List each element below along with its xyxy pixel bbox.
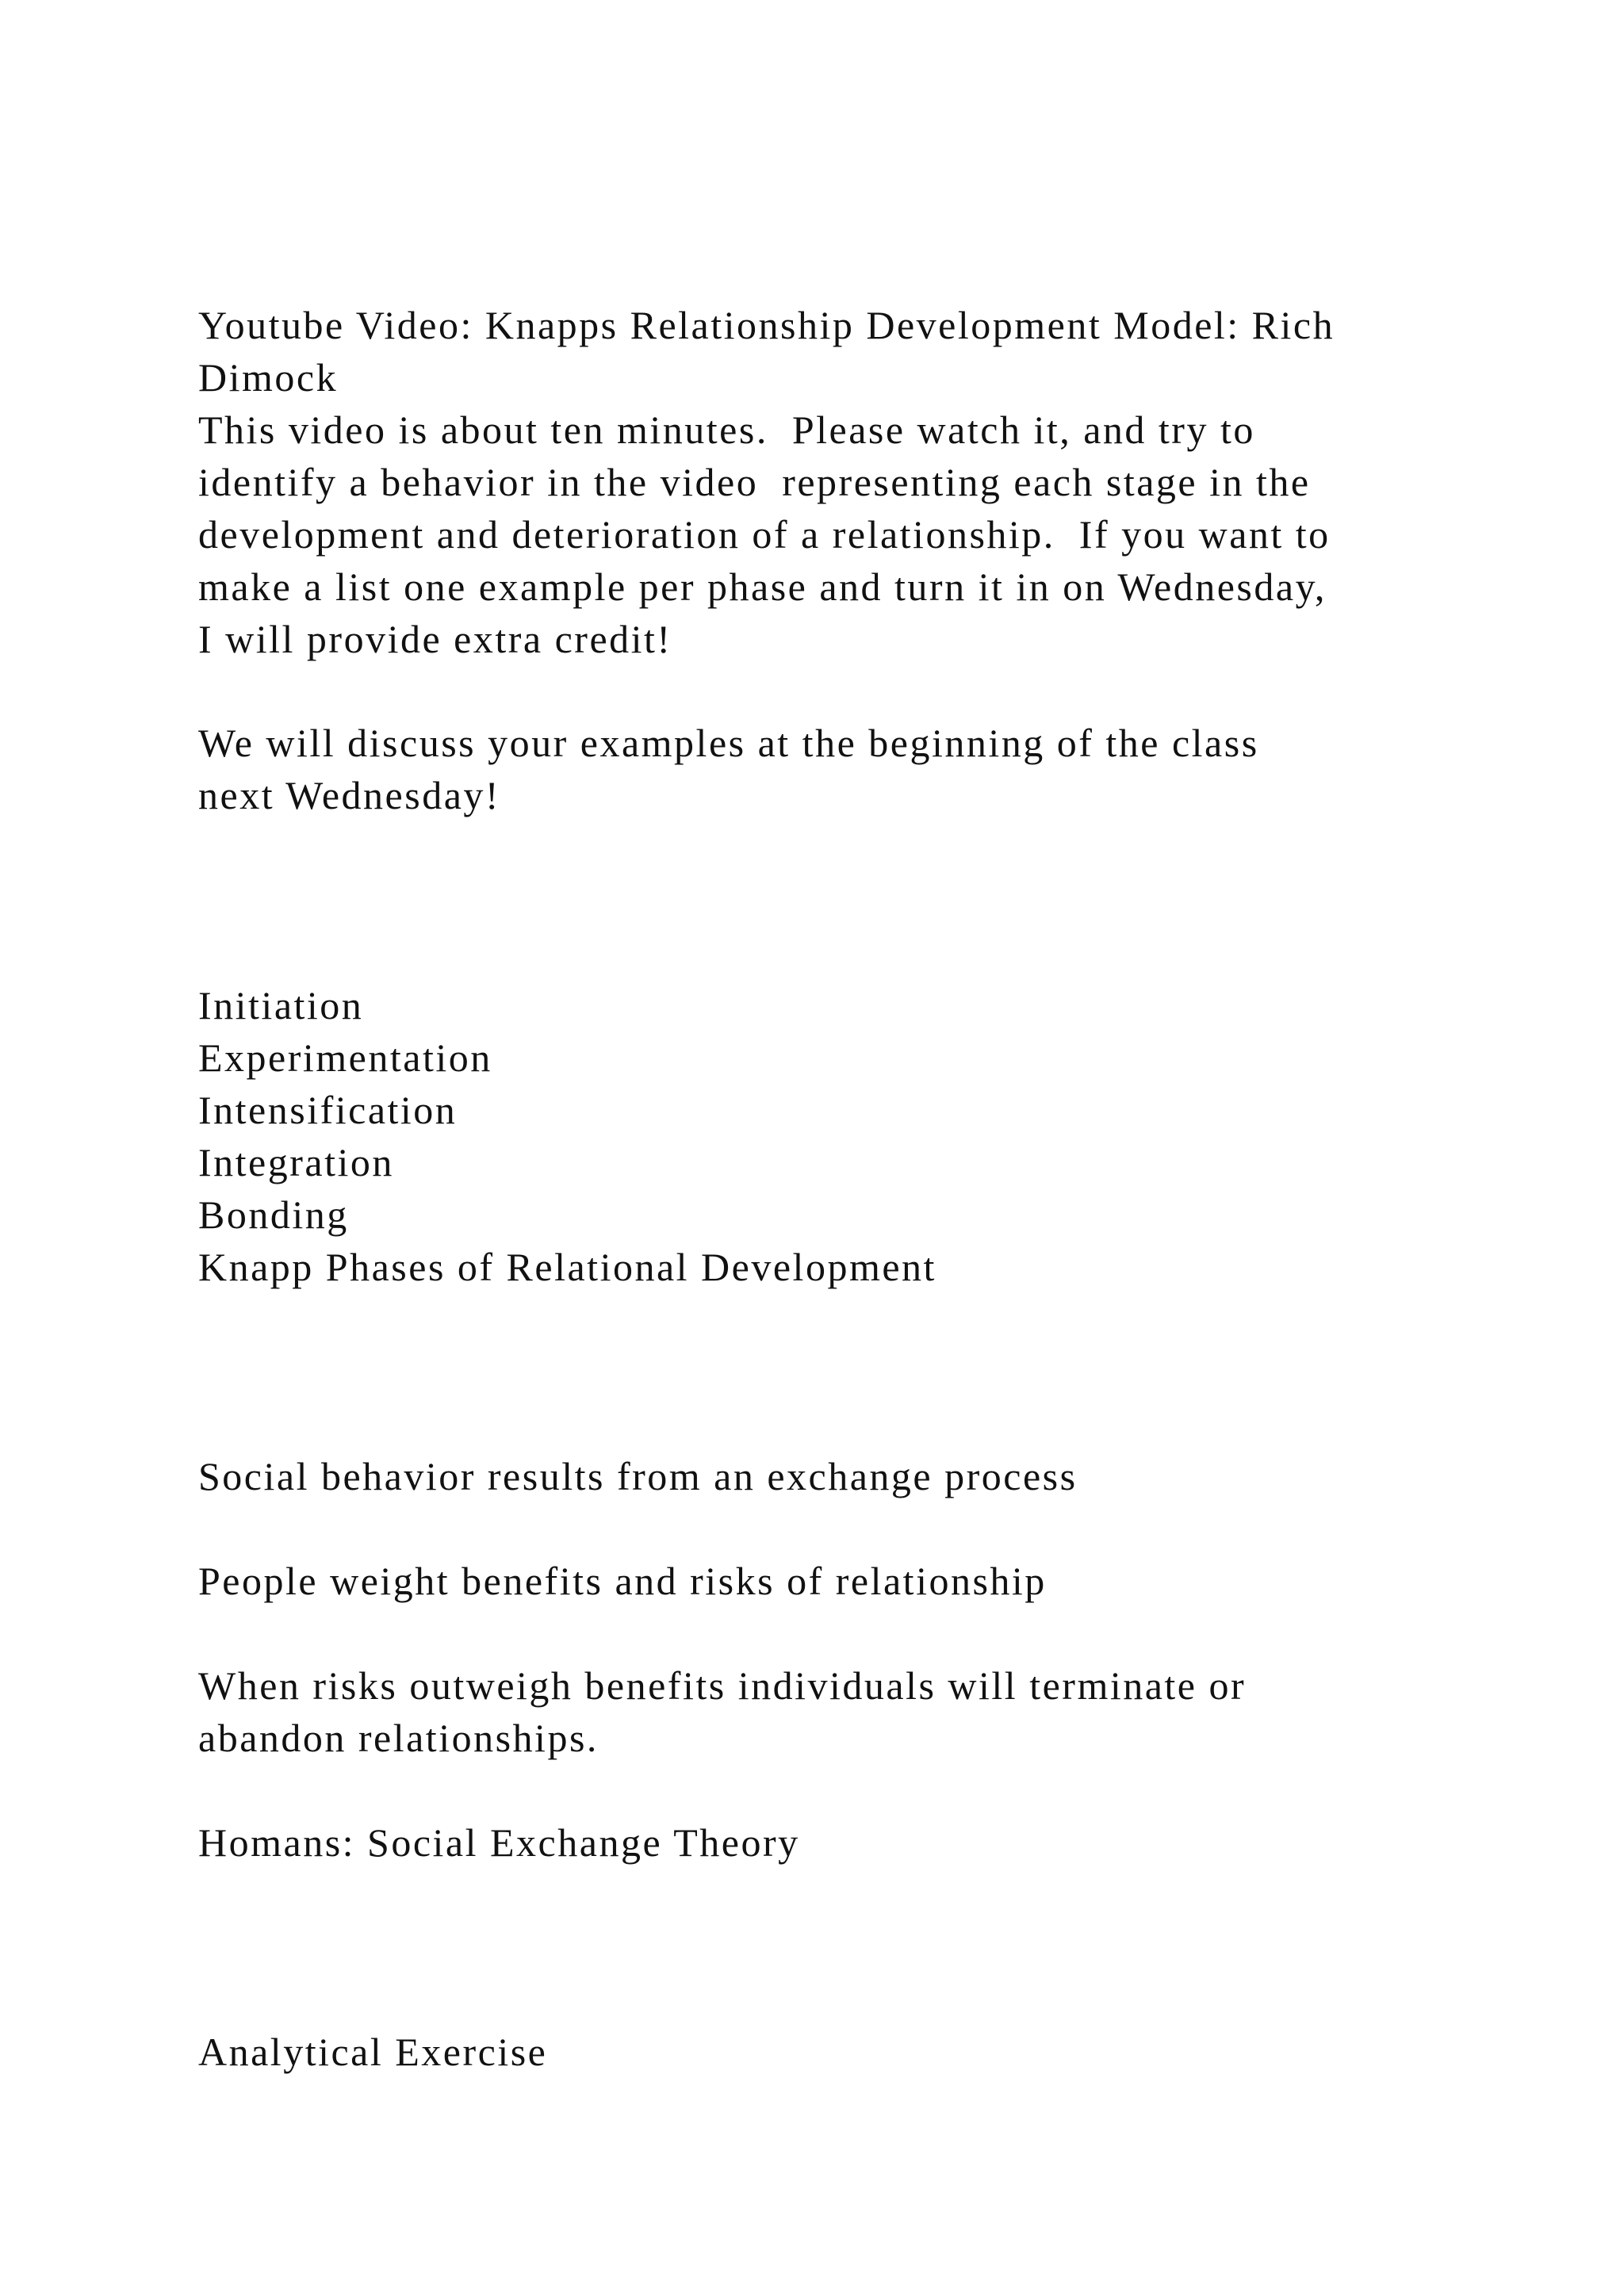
exchange-point-3-line-1: When risks outweigh benefits individuals will terminate or: [198, 1663, 1247, 1708]
analytical-exercise-heading: Analytical Exercise: [198, 2030, 548, 2074]
intro-body-line-5: I will provide extra credit!: [198, 617, 672, 661]
discussion-line-1: We will discuss your examples at the beginning of the class: [198, 721, 1259, 765]
exchange-point-2: People weight benefits and risks of relationship: [198, 1559, 1047, 1603]
knapp-stage-integration: Integration: [198, 1140, 394, 1184]
discussion-line-2: next Wednesday!: [198, 773, 501, 817]
intro-body-line-2: identify a behavior in the video representing each stage in the: [198, 460, 1311, 504]
intro-title-line-2: Dimock: [198, 355, 339, 400]
exchange-point-1: Social behavior results from an exchange process: [198, 1454, 1078, 1498]
knapp-stage-bonding: Bonding: [198, 1192, 349, 1237]
exchange-point-3-line-2: abandon relationships.: [198, 1716, 599, 1760]
exchange-section-heading: Homans: Social Exchange Theory: [198, 1820, 800, 1865]
knapp-stage-intensification: Intensification: [198, 1088, 458, 1132]
knapp-stage-initiation: Initiation: [198, 983, 364, 1027]
intro-title-line-1: Youtube Video: Knapps Relationship Development Model: Rich: [198, 303, 1335, 347]
intro-body-line-4: make a list one example per phase and turn it in on Wednesday,: [198, 564, 1327, 609]
intro-body-line-1: This video is about ten minutes. Please watch it, and try to: [198, 408, 1255, 452]
knapp-stage-experimentation: Experimentation: [198, 1035, 492, 1080]
knapp-section-heading: Knapp Phases of Relational Development: [198, 1245, 936, 1289]
intro-body-line-3: development and deterioration of a relationship. If you want to: [198, 512, 1331, 557]
